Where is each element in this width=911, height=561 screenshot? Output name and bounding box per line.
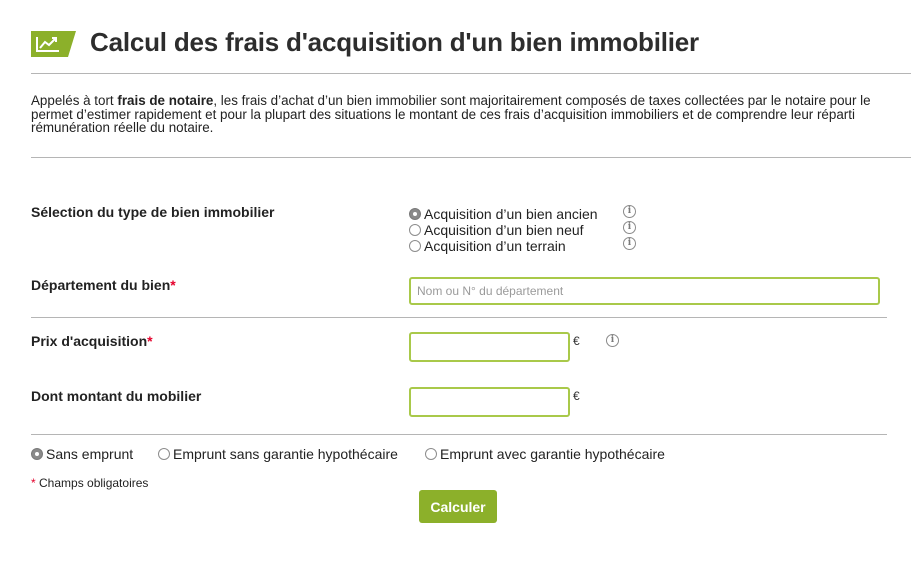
option-label: Emprunt sans garantie hypothécaire: [173, 446, 398, 463]
radio-neuf[interactable]: [409, 224, 421, 236]
radio-terrain[interactable]: [409, 240, 421, 252]
calculate-button[interactable]: Calculer: [419, 490, 497, 523]
loan-option-none[interactable]: [31, 445, 133, 462]
property-type-label: Sélection du type de bien immobilier: [31, 204, 275, 220]
property-type-option-ancien[interactable]: [409, 205, 598, 221]
radio-loan-no-guarantee[interactable]: [158, 448, 170, 460]
property-type-option-terrain[interactable]: [409, 237, 566, 253]
department-input[interactable]: [409, 277, 880, 305]
info-icon[interactable]: i: [623, 237, 636, 250]
required-fields-note: [31, 476, 148, 490]
section-divider: [31, 434, 887, 435]
intro-text: Appelés à tort: [31, 93, 118, 108]
price-input[interactable]: [409, 332, 570, 362]
intro-paragraph: [31, 94, 911, 135]
currency-symbol: €: [573, 334, 580, 348]
intro-text: rémunération réelle du notaire.: [31, 120, 214, 135]
required-mark: *: [147, 333, 153, 349]
intro-bold-term: frais de notaire: [117, 93, 214, 108]
section-divider: [31, 317, 887, 318]
loan-option-with-guarantee[interactable]: [425, 445, 665, 462]
loan-option-without-guarantee[interactable]: [158, 445, 398, 462]
option-label: Acquisition d’un bien ancien: [424, 206, 598, 223]
furniture-label: Dont montant du mobilier: [31, 388, 202, 404]
option-label: Sans emprunt: [46, 446, 134, 463]
intro-divider: [31, 157, 911, 158]
property-type-option-neuf[interactable]: [409, 221, 584, 237]
option-label: Acquisition d’un bien neuf: [424, 222, 584, 239]
department-label: [31, 277, 176, 293]
intro-text: permet d’estimer rapidement et pour la plupart des situations le montant de ces frais d’acquisition immobiliers et de comprendre leur réparti: [31, 106, 855, 122]
required-mark: *: [170, 277, 176, 293]
option-label: Acquisition d’un terrain: [424, 238, 566, 255]
department-label-text: Département du bien: [31, 277, 171, 293]
furniture-input[interactable]: [409, 387, 570, 417]
option-label: Emprunt avec garantie hypothécaire: [440, 446, 665, 463]
price-label: [31, 333, 153, 349]
currency-symbol: €: [573, 389, 580, 403]
intro-text: , les frais d’achat d’un bien immobilier sont majoritairement composés de taxes collectées par le notaire pour le: [213, 93, 871, 108]
radio-no-loan[interactable]: [31, 448, 43, 460]
info-icon[interactable]: i: [623, 205, 636, 218]
trending-chart-icon: [31, 31, 76, 57]
info-icon[interactable]: i: [606, 334, 619, 347]
page-title: Calcul des frais d'acquisition d'un bien immobilier: [90, 27, 699, 57]
required-note-text: Champs obligatoires: [39, 476, 149, 490]
radio-ancien[interactable]: [409, 208, 421, 220]
required-mark: *: [31, 476, 36, 490]
info-icon[interactable]: i: [623, 221, 636, 234]
header-divider: [31, 73, 911, 74]
radio-loan-guarantee[interactable]: [425, 448, 437, 460]
price-label-text: Prix d'acquisition: [31, 333, 148, 349]
